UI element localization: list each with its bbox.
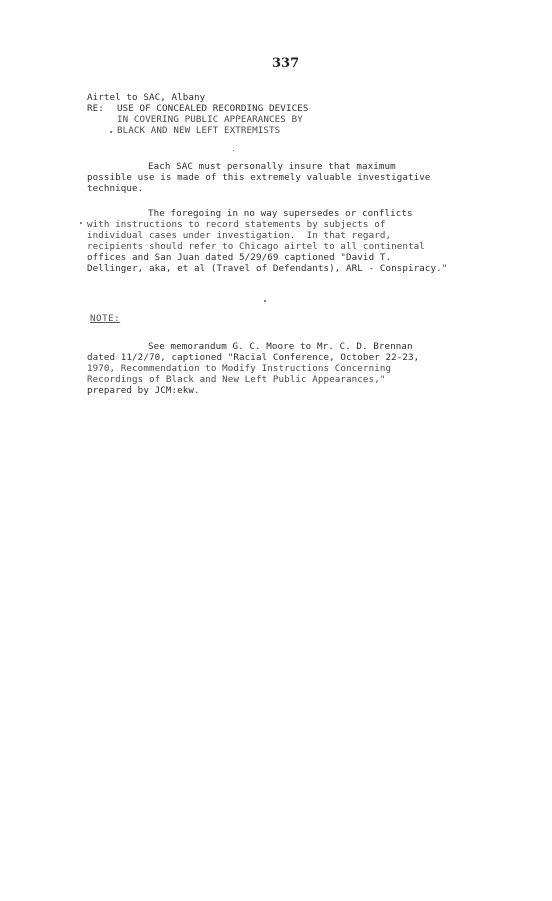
stray-mark [80,222,82,224]
stray-mark [233,150,234,151]
subject-line-2: IN COVERING PUBLIC APPEARANCES BY [117,114,303,125]
paragraph-2-line-3: individual cases under investigation. In that regard, [87,230,392,241]
note-line-3: 1970, Recommendation to Modify Instructions Concerning [87,363,392,374]
paragraph-1-line-1: Each SAC must personally insure that maximum [148,161,396,172]
note-line-5: prepared by JCM:ekw. [87,385,200,396]
airtel-recipient: Airtel to SAC, Albany [87,92,206,103]
note-line-1: See memorandum G. C. Moore to Mr. C. D. Brennan [148,341,413,352]
paragraph-2-line-4: recipients should refer to Chicago airtel to all continental [87,241,425,252]
note-label: NOTE: [90,313,121,324]
note-line-2: dated 11/2/70, captioned "Racial Conference, October 22-23, [87,352,420,363]
paragraph-2-line-1: The foregoing in no way supersedes or conflicts [148,208,413,219]
paragraph-2-line-6: Dellinger, aka, et al (Travel of Defendants), ARL - Conspiracy." [87,263,448,274]
stray-mark [110,131,112,133]
paragraph-1-line-3: technique. [87,183,144,194]
stray-mark [264,300,266,302]
paragraph-1-line-2: possible use is made of this extremely valuable investigative [87,172,431,183]
paragraph-2-line-2: with instructions to record statements by subjects of [87,219,386,230]
subject-line-3: BLACK AND NEW LEFT EXTREMISTS [117,125,281,136]
page-number: 337 [272,56,300,71]
paragraph-2-line-5: offices and San Juan dated 5/29/69 captioned "David T. [87,252,392,263]
re-label: RE: [87,103,104,114]
note-line-4: Recordings of Black and New Left Public Appearances," [87,374,386,385]
subject-line-1: USE OF CONCEALED RECORDING DEVICES [117,103,309,114]
